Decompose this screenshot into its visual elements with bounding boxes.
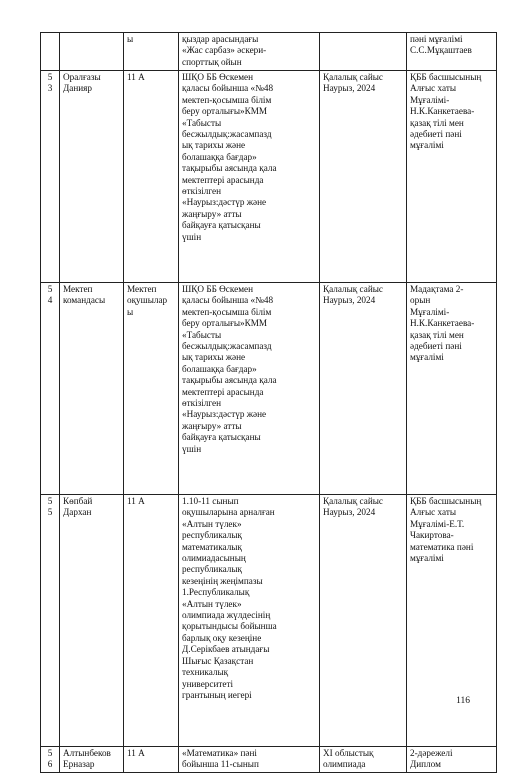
cell-text-line: мектеп-қосымша білім [182, 306, 272, 317]
student-name-cell [60, 283, 124, 495]
cell-text-line: Мадақтама 2- [410, 284, 464, 294]
cell-text-line: оқушылар [127, 295, 168, 306]
table-row [41, 747, 497, 773]
row-number-cell [41, 747, 60, 773]
cell-text-line: ық тарихы және [182, 352, 246, 363]
cell-text-line: Қалалық сайыс [323, 284, 383, 294]
cell-text-line: Қалалық сайыс [323, 72, 383, 82]
cell-text-line: 3 [47, 83, 53, 94]
table-row [41, 71, 497, 283]
cell-text-line: математикалық [182, 541, 242, 552]
cell-text-line: Көпбай [63, 496, 93, 506]
cell-text-line: техникалық [182, 667, 229, 678]
cell-text-line: олимпиада [323, 759, 366, 770]
cell-text-line: өткізілген [182, 398, 222, 409]
cell-text-line: математика пәні [410, 541, 474, 552]
cell-text-line: әдебиеті пәні [410, 341, 462, 352]
cell-text-line: 6 [47, 759, 53, 770]
cell-text-line: барлық оқу кезеңіне [182, 632, 262, 643]
cell-text-line: болашаққа бағдар» [182, 363, 257, 374]
cell-text-line: Мұғалімі- [410, 306, 450, 317]
cell-text-line: Мектеп [127, 284, 157, 294]
cell-text-line: тақырыбы аясында қала [182, 163, 277, 174]
cell-text-line: қазақ тілі мен [410, 117, 464, 128]
table-row [41, 33, 497, 71]
cell-text-line: 5 [47, 284, 53, 294]
event-description-cell [179, 747, 320, 773]
cell-text-line: Данияр [63, 83, 92, 94]
class-cell [124, 747, 179, 773]
cell-text-line: қаласы бойынша «№48 [182, 295, 274, 306]
cell-text-line: спорттық ойын [182, 56, 242, 67]
cell-text-line: Чакиртова- [410, 530, 454, 541]
event-description-cell [179, 71, 320, 283]
cell-text-line: 5 [47, 72, 53, 82]
cell-text-line: «Табысты [182, 117, 222, 128]
event-description-cell [179, 283, 320, 495]
cell-text-line: Мұғалімі-Е.Т. [410, 518, 465, 529]
cell-text-line: ы [127, 306, 134, 317]
cell-text-line: оқушыларына арналған [182, 507, 275, 518]
cell-text-line: өткізілген [182, 186, 222, 197]
table-row [41, 283, 497, 495]
cell-text-line: байқауға қатысқаны [182, 220, 261, 231]
cell-text-line: ШҚО ББ Өскемен [182, 72, 254, 82]
cell-text-line: «Наурыз:дәстүр және [182, 409, 267, 420]
competition-level-cell [320, 71, 407, 283]
cell-text-line: болашаққа бағдар» [182, 151, 257, 162]
cell-text-line: Н.К.Канкетаева- [410, 106, 475, 117]
competition-level-cell [320, 33, 407, 71]
class-cell [124, 33, 179, 71]
competition-level-cell [320, 283, 407, 495]
cell-text-line: мұғалімі [410, 352, 444, 363]
cell-text-line: С.С.Мұқаштаев [410, 45, 472, 56]
cell-text-line: Мұғалімі- [410, 94, 450, 105]
cell-text-line: олимпиада жүлдесінің [182, 610, 271, 621]
cell-text-line: үшін [182, 231, 202, 242]
cell-text-line: беру орталығы»КММ [182, 318, 268, 329]
cell-text-line: Наурыз, 2024 [323, 507, 376, 518]
student-name-cell [60, 33, 124, 71]
cell-text-line: республикалық [182, 564, 243, 575]
cell-text-line: 5 [47, 507, 53, 518]
cell-text-line: университеті [182, 678, 234, 689]
cell-text-line: 11 А [127, 72, 145, 82]
cell-text-line: 1.10-11 сынып [182, 496, 239, 506]
row-number-cell [41, 495, 60, 747]
cell-text-line: 2-дәрежелі [410, 748, 453, 758]
student-name-cell [60, 495, 124, 747]
event-description-cell [179, 33, 320, 71]
cell-text-line: кезеңінің жеңімпазы [182, 575, 263, 586]
cell-text-line: командасы [63, 295, 106, 306]
class-cell [124, 495, 179, 747]
cell-text-line: орын [410, 295, 431, 306]
cell-text-line: «Наурыз:дәстүр және [182, 197, 267, 208]
cell-text-line: мектептері арасында [182, 174, 264, 185]
cell-text-line: Алғыс хаты [410, 507, 457, 518]
cell-text-line: XI облыстық [323, 748, 374, 758]
competition-level-cell [320, 495, 407, 747]
cell-text-line: мұғалімі [410, 553, 444, 564]
cell-text-line: Мектеп [63, 284, 93, 294]
cell-text-line: Алғыс хаты [410, 83, 457, 94]
table-row [41, 495, 497, 747]
student-name-cell [60, 747, 124, 773]
cell-text-line: тақырыбы аясында қала [182, 375, 277, 386]
cell-text-line: үшін [182, 443, 202, 454]
cell-text-line: мектептері арасында [182, 386, 264, 397]
cell-text-line: 11 А [127, 748, 145, 758]
class-cell [124, 283, 179, 495]
cell-text-line: мектеп-қосымша білім [182, 94, 272, 105]
cell-text-line: қыздар арасындағы [182, 34, 259, 44]
cell-text-line: 11 А [127, 496, 145, 506]
cell-text-line: Наурыз, 2024 [323, 295, 376, 306]
cell-text-line: Шығыс Қазақстан [182, 655, 254, 666]
cell-text-line: олимиадасының [182, 553, 246, 564]
cell-text-line: Дархан [63, 507, 92, 518]
cell-text-line: «Жас сарбаз» әскери- [182, 45, 267, 56]
cell-text-line: ы [127, 34, 134, 44]
cell-text-line: бесжылдық:жасампазд [182, 129, 272, 140]
cell-text-line: жаңғыру» атты [182, 420, 242, 431]
cell-text-line: 5 [47, 748, 53, 758]
cell-text-line: Ерназар [63, 759, 95, 770]
row-number-cell [41, 33, 60, 71]
cell-text-line: Қалалық сайыс [323, 496, 383, 506]
student-name-cell [60, 71, 124, 283]
cell-text-line: ық тарихы және [182, 140, 246, 151]
cell-text-line: Н.К.Канкетаева- [410, 318, 475, 329]
cell-text-line: ҚББ басшысының [410, 496, 482, 506]
cell-text-line: республикалық [182, 530, 243, 541]
cell-text-line: ШҚО ББ Өскемен [182, 284, 254, 294]
result-cell [407, 71, 497, 283]
row-number-cell [41, 283, 60, 495]
cell-text-line: бесжылдық:жасампазд [182, 341, 272, 352]
result-cell [407, 33, 497, 71]
cell-text-line: Алтынбеков [63, 748, 111, 758]
cell-text-line: «Алтын түлек» [182, 518, 242, 529]
result-cell [407, 283, 497, 495]
cell-text-line: бойынша 11-сынып [182, 759, 259, 770]
cell-text-line: 5 [47, 496, 53, 506]
cell-text-line: пәні мұғалімі [410, 34, 463, 44]
class-cell [124, 71, 179, 283]
cell-text-line: қорытындысы бойынша [182, 621, 277, 632]
awards-table [40, 32, 497, 773]
cell-text-line: 1.Республикалық [182, 587, 250, 598]
cell-text-line: мұғалімі [410, 140, 444, 151]
cell-text-line: 4 [47, 295, 53, 306]
cell-text-line: жаңғыру» атты [182, 208, 242, 219]
page-number: 116 [456, 696, 470, 706]
cell-text-line: ҚББ басшысының [410, 72, 482, 82]
cell-text-line: «Математика» пәні [182, 748, 257, 758]
result-cell [407, 747, 497, 773]
result-cell [407, 495, 497, 747]
cell-text-line: қаласы бойынша «№48 [182, 83, 274, 94]
cell-text-line: Диплом [410, 759, 441, 770]
cell-text-line: Д.Серікбаев атындағы [182, 644, 270, 655]
competition-level-cell [320, 747, 407, 773]
cell-text-line: қазақ тілі мен [410, 329, 464, 340]
awards-table-body [41, 33, 497, 773]
cell-text-line: Оралғазы [63, 72, 101, 82]
row-number-cell [41, 71, 60, 283]
cell-text-line: грантының иегері [182, 689, 252, 700]
cell-text-line: Наурыз, 2024 [323, 83, 376, 94]
cell-text-line: әдебиеті пәні [410, 129, 462, 140]
cell-text-line: беру орталығы»КММ [182, 106, 268, 117]
cell-text-line: «Алтын түлек» [182, 598, 242, 609]
event-description-cell [179, 495, 320, 747]
cell-text-line: байқауға қатысқаны [182, 432, 261, 443]
cell-text-line: «Табысты [182, 329, 222, 340]
